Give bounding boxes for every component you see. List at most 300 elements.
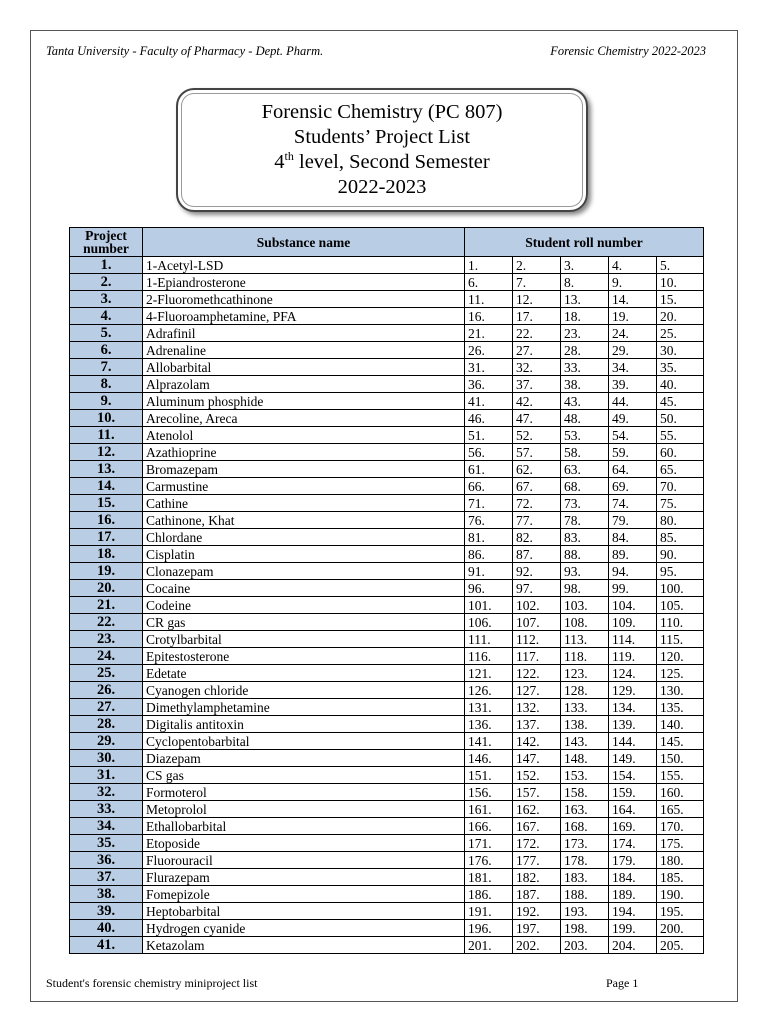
roll-number: 76. (465, 512, 513, 529)
roll-number: 170. (657, 818, 704, 835)
title-line-course: Forensic Chemistry (PC 807) (261, 101, 503, 123)
substance-name: Cyanogen chloride (143, 682, 465, 699)
table-row (70, 750, 704, 767)
roll-number: 143. (561, 733, 609, 750)
substance-name: 1-Epiandrosterone (143, 274, 465, 291)
roll-number: 48. (561, 410, 609, 427)
table-row (70, 461, 704, 478)
roll-number: 198. (561, 920, 609, 937)
substance-name: 4-Fluoroamphetamine, PFA (143, 308, 465, 325)
roll-number: 178. (561, 852, 609, 869)
roll-number: 142. (513, 733, 561, 750)
title-line-level (178, 150, 586, 175)
roll-number: 50. (657, 410, 704, 427)
roll-number: 140. (657, 716, 704, 733)
substance-name: Dimethylamphetamine (143, 699, 465, 716)
project-number: 24. (70, 648, 143, 665)
roll-number: 12. (513, 291, 561, 308)
roll-number: 68. (561, 478, 609, 495)
roll-number: 89. (609, 546, 657, 563)
roll-number: 60. (657, 444, 704, 461)
project-number: 33. (70, 801, 143, 818)
roll-number: 1. (465, 257, 513, 274)
table-row (70, 563, 704, 580)
roll-number: 117. (513, 648, 561, 665)
roll-number: 162. (513, 801, 561, 818)
roll-number: 129. (609, 682, 657, 699)
project-number: 37. (70, 869, 143, 886)
roll-number: 168. (561, 818, 609, 835)
project-number: 21. (70, 597, 143, 614)
roll-number: 193. (561, 903, 609, 920)
substance-name: Bromazepam (143, 461, 465, 478)
table-row (70, 529, 704, 546)
project-number: 23. (70, 631, 143, 648)
project-number: 4. (70, 308, 143, 325)
roll-number: 118. (561, 648, 609, 665)
project-number: 7. (70, 359, 143, 376)
project-number: 40. (70, 920, 143, 937)
roll-number: 32. (513, 359, 561, 376)
roll-number: 116. (465, 648, 513, 665)
roll-number: 22. (513, 325, 561, 342)
substance-name: CS gas (143, 767, 465, 784)
project-number: 19. (70, 563, 143, 580)
table-row (70, 444, 704, 461)
roll-number: 28. (561, 342, 609, 359)
roll-number: 93. (561, 563, 609, 580)
roll-number: 71. (465, 495, 513, 512)
roll-number: 125. (657, 665, 704, 682)
table-row (70, 767, 704, 784)
table-row (70, 682, 704, 699)
roll-number: 63. (561, 461, 609, 478)
project-number: 9. (70, 393, 143, 410)
roll-number: 8. (561, 274, 609, 291)
substance-name: Clonazepam (143, 563, 465, 580)
roll-number: 99. (609, 580, 657, 597)
project-number: 15. (70, 495, 143, 512)
table-row (70, 597, 704, 614)
roll-number: 104. (609, 597, 657, 614)
roll-number: 42. (513, 393, 561, 410)
project-number: 16. (70, 512, 143, 529)
roll-number: 182. (513, 869, 561, 886)
roll-number: 177. (513, 852, 561, 869)
roll-number: 4. (609, 257, 657, 274)
table-body (70, 257, 704, 954)
table-row (70, 852, 704, 869)
table-row (70, 784, 704, 801)
roll-number: 194. (609, 903, 657, 920)
roll-number: 10. (657, 274, 704, 291)
project-number: 34. (70, 818, 143, 835)
roll-number: 58. (561, 444, 609, 461)
roll-number: 119. (609, 648, 657, 665)
roll-number: 15. (657, 291, 704, 308)
roll-number: 123. (561, 665, 609, 682)
roll-number: 141. (465, 733, 513, 750)
roll-number: 85. (657, 529, 704, 546)
project-number: 3. (70, 291, 143, 308)
table-row (70, 410, 704, 427)
roll-number: 131. (465, 699, 513, 716)
roll-number: 203. (561, 937, 609, 954)
roll-number: 43. (561, 393, 609, 410)
substance-name: Carmustine (143, 478, 465, 495)
roll-number: 36. (465, 376, 513, 393)
roll-number: 45. (657, 393, 704, 410)
footer-title: Student's forensic chemistry miniproject list (46, 976, 258, 990)
roll-number: 59. (609, 444, 657, 461)
roll-number: 49. (609, 410, 657, 427)
roll-number: 83. (561, 529, 609, 546)
substance-name: Chlordane (143, 529, 465, 546)
table-row (70, 886, 704, 903)
roll-number: 34. (609, 359, 657, 376)
roll-number: 149. (609, 750, 657, 767)
roll-number: 187. (513, 886, 561, 903)
project-number: 25. (70, 665, 143, 682)
roll-number: 150. (657, 750, 704, 767)
roll-number: 191. (465, 903, 513, 920)
roll-number: 20. (657, 308, 704, 325)
roll-number: 11. (465, 291, 513, 308)
project-number: 36. (70, 852, 143, 869)
project-number: 39. (70, 903, 143, 920)
roll-number: 51. (465, 427, 513, 444)
substance-name: Cyclopentobarbital (143, 733, 465, 750)
roll-number: 80. (657, 512, 704, 529)
roll-number: 145. (657, 733, 704, 750)
roll-number: 24. (609, 325, 657, 342)
roll-number: 91. (465, 563, 513, 580)
project-number: 38. (70, 886, 143, 903)
table-row (70, 801, 704, 818)
roll-number: 41. (465, 393, 513, 410)
roll-number: 172. (513, 835, 561, 852)
roll-number: 18. (561, 308, 609, 325)
roll-number: 167. (513, 818, 561, 835)
project-number: 35. (70, 835, 143, 852)
roll-number: 152. (513, 767, 561, 784)
substance-name: Etoposide (143, 835, 465, 852)
substance-name: Allobarbital (143, 359, 465, 376)
roll-number: 166. (465, 818, 513, 835)
table-row (70, 342, 704, 359)
roll-number: 185. (657, 869, 704, 886)
roll-number: 113. (561, 631, 609, 648)
substance-name: 1-Acetyl-LSD (143, 257, 465, 274)
roll-number: 29. (609, 342, 657, 359)
project-number: 31. (70, 767, 143, 784)
roll-number: 157. (513, 784, 561, 801)
roll-number: 56. (465, 444, 513, 461)
roll-number: 128. (561, 682, 609, 699)
substance-name: Metoprolol (143, 801, 465, 818)
substance-name: Aluminum phosphide (143, 393, 465, 410)
project-number: 17. (70, 529, 143, 546)
project-number: 5. (70, 325, 143, 342)
roll-number: 161. (465, 801, 513, 818)
roll-number: 102. (513, 597, 561, 614)
table-row (70, 648, 704, 665)
roll-number: 189. (609, 886, 657, 903)
roll-number: 202. (513, 937, 561, 954)
roll-number: 199. (609, 920, 657, 937)
roll-number: 84. (609, 529, 657, 546)
title-line-list: Students’ Project List (293, 126, 471, 148)
roll-number: 64. (609, 461, 657, 478)
roll-number: 137. (513, 716, 561, 733)
project-number: 29. (70, 733, 143, 750)
project-number: 41. (70, 937, 143, 954)
roll-number: 192. (513, 903, 561, 920)
roll-number: 40. (657, 376, 704, 393)
substance-name: Digitalis antitoxin (143, 716, 465, 733)
roll-number: 100. (657, 580, 704, 597)
table-row (70, 631, 704, 648)
table-row (70, 359, 704, 376)
roll-number: 88. (561, 546, 609, 563)
substance-name: Arecoline, Areca (143, 410, 465, 427)
table-row (70, 495, 704, 512)
roll-number: 13. (561, 291, 609, 308)
roll-number: 134. (609, 699, 657, 716)
roll-number: 156. (465, 784, 513, 801)
roll-number: 165. (657, 801, 704, 818)
project-number: 27. (70, 699, 143, 716)
substance-name: Cisplatin (143, 546, 465, 563)
level-number: 4 (274, 151, 285, 173)
roll-number: 74. (609, 495, 657, 512)
table-row (70, 614, 704, 631)
table-row (70, 733, 704, 750)
roll-number: 122. (513, 665, 561, 682)
roll-number: 169. (609, 818, 657, 835)
table-row (70, 869, 704, 886)
header-course: Forensic Chemistry 2022-2023 (550, 44, 706, 58)
roll-number: 173. (561, 835, 609, 852)
roll-number: 53. (561, 427, 609, 444)
roll-number: 6. (465, 274, 513, 291)
roll-number: 77. (513, 512, 561, 529)
substance-name: Fomepizole (143, 886, 465, 903)
substance-name: Ketazolam (143, 937, 465, 954)
roll-number: 130. (657, 682, 704, 699)
roll-number: 96. (465, 580, 513, 597)
roll-number: 106. (465, 614, 513, 631)
roll-number: 124. (609, 665, 657, 682)
roll-number: 86. (465, 546, 513, 563)
roll-number: 159. (609, 784, 657, 801)
roll-number: 155. (657, 767, 704, 784)
roll-number: 62. (513, 461, 561, 478)
roll-number: 176. (465, 852, 513, 869)
roll-number: 78. (561, 512, 609, 529)
roll-number: 127. (513, 682, 561, 699)
col-header-project: Project number (70, 228, 143, 257)
roll-number: 120. (657, 648, 704, 665)
substance-name: Atenolol (143, 427, 465, 444)
roll-number: 26. (465, 342, 513, 359)
roll-number: 3. (561, 257, 609, 274)
roll-number: 107. (513, 614, 561, 631)
project-number: 12. (70, 444, 143, 461)
project-number: 20. (70, 580, 143, 597)
project-number: 2. (70, 274, 143, 291)
substance-name: Cocaine (143, 580, 465, 597)
roll-number: 195. (657, 903, 704, 920)
roll-number: 132. (513, 699, 561, 716)
roll-number: 205. (657, 937, 704, 954)
roll-number: 67. (513, 478, 561, 495)
project-number: 10. (70, 410, 143, 427)
title-box (176, 88, 588, 212)
roll-number: 200. (657, 920, 704, 937)
roll-number: 121. (465, 665, 513, 682)
substance-name: Hydrogen cyanide (143, 920, 465, 937)
roll-number: 87. (513, 546, 561, 563)
table-row (70, 699, 704, 716)
roll-number: 35. (657, 359, 704, 376)
roll-number: 5. (657, 257, 704, 274)
project-number: 18. (70, 546, 143, 563)
project-table (69, 227, 704, 954)
roll-number: 70. (657, 478, 704, 495)
roll-number: 31. (465, 359, 513, 376)
roll-number: 148. (561, 750, 609, 767)
substance-name: Cathinone, Khat (143, 512, 465, 529)
roll-number: 55. (657, 427, 704, 444)
roll-number: 9. (609, 274, 657, 291)
roll-number: 38. (561, 376, 609, 393)
substance-name: Heptobarbital (143, 903, 465, 920)
table-row (70, 274, 704, 291)
roll-number: 112. (513, 631, 561, 648)
substance-name: Epitestosterone (143, 648, 465, 665)
roll-number: 164. (609, 801, 657, 818)
roll-number: 57. (513, 444, 561, 461)
roll-number: 33. (561, 359, 609, 376)
roll-number: 65. (657, 461, 704, 478)
substance-name: Fluorouracil (143, 852, 465, 869)
roll-number: 69. (609, 478, 657, 495)
roll-number: 23. (561, 325, 609, 342)
substance-name: Crotylbarbital (143, 631, 465, 648)
substance-name: Formoterol (143, 784, 465, 801)
roll-number: 151. (465, 767, 513, 784)
substance-name: Azathioprine (143, 444, 465, 461)
roll-number: 188. (561, 886, 609, 903)
roll-number: 21. (465, 325, 513, 342)
table-row (70, 716, 704, 733)
roll-number: 81. (465, 529, 513, 546)
roll-number: 197. (513, 920, 561, 937)
roll-number: 171. (465, 835, 513, 852)
roll-number: 66. (465, 478, 513, 495)
roll-number: 138. (561, 716, 609, 733)
table-row (70, 937, 704, 954)
roll-number: 184. (609, 869, 657, 886)
roll-number: 97. (513, 580, 561, 597)
roll-number: 135. (657, 699, 704, 716)
roll-number: 110. (657, 614, 704, 631)
roll-number: 17. (513, 308, 561, 325)
roll-number: 180. (657, 852, 704, 869)
roll-number: 153. (561, 767, 609, 784)
roll-number: 174. (609, 835, 657, 852)
substance-name: Flurazepam (143, 869, 465, 886)
roll-number: 46. (465, 410, 513, 427)
roll-number: 44. (609, 393, 657, 410)
roll-number: 146. (465, 750, 513, 767)
project-number: 13. (70, 461, 143, 478)
page-number: Page 1 (606, 976, 639, 990)
substance-name: Codeine (143, 597, 465, 614)
roll-number: 52. (513, 427, 561, 444)
table-row (70, 580, 704, 597)
roll-number: 27. (513, 342, 561, 359)
project-number: 32. (70, 784, 143, 801)
roll-number: 114. (609, 631, 657, 648)
roll-number: 186. (465, 886, 513, 903)
roll-number: 196. (465, 920, 513, 937)
roll-number: 101. (465, 597, 513, 614)
roll-number: 98. (561, 580, 609, 597)
roll-number: 103. (561, 597, 609, 614)
roll-number: 47. (513, 410, 561, 427)
substance-name: Ethallobarbital (143, 818, 465, 835)
roll-number: 72. (513, 495, 561, 512)
roll-number: 181. (465, 869, 513, 886)
table-row (70, 257, 704, 274)
project-number: 6. (70, 342, 143, 359)
roll-number: 108. (561, 614, 609, 631)
roll-number: 160. (657, 784, 704, 801)
table-row (70, 835, 704, 852)
roll-number: 115. (657, 631, 704, 648)
roll-number: 37. (513, 376, 561, 393)
table-row (70, 376, 704, 393)
roll-number: 204. (609, 937, 657, 954)
title-line-year: 2022-2023 (337, 176, 427, 198)
col-header-substance: Substance name (143, 228, 465, 257)
table-row (70, 393, 704, 410)
roll-number: 25. (657, 325, 704, 342)
col-header-rolls: Student roll number (465, 228, 704, 257)
substance-name: Cathine (143, 495, 465, 512)
roll-number: 82. (513, 529, 561, 546)
table-row (70, 665, 704, 682)
roll-number: 158. (561, 784, 609, 801)
table-header-row (70, 228, 704, 257)
table-row (70, 427, 704, 444)
roll-number: 16. (465, 308, 513, 325)
roll-number: 190. (657, 886, 704, 903)
roll-number: 105. (657, 597, 704, 614)
project-number: 28. (70, 716, 143, 733)
roll-number: 139. (609, 716, 657, 733)
project-number: 26. (70, 682, 143, 699)
table-row (70, 291, 704, 308)
table-row (70, 546, 704, 563)
roll-number: 109. (609, 614, 657, 631)
roll-number: 39. (609, 376, 657, 393)
project-number: 8. (70, 376, 143, 393)
roll-number: 175. (657, 835, 704, 852)
project-number: 11. (70, 427, 143, 444)
